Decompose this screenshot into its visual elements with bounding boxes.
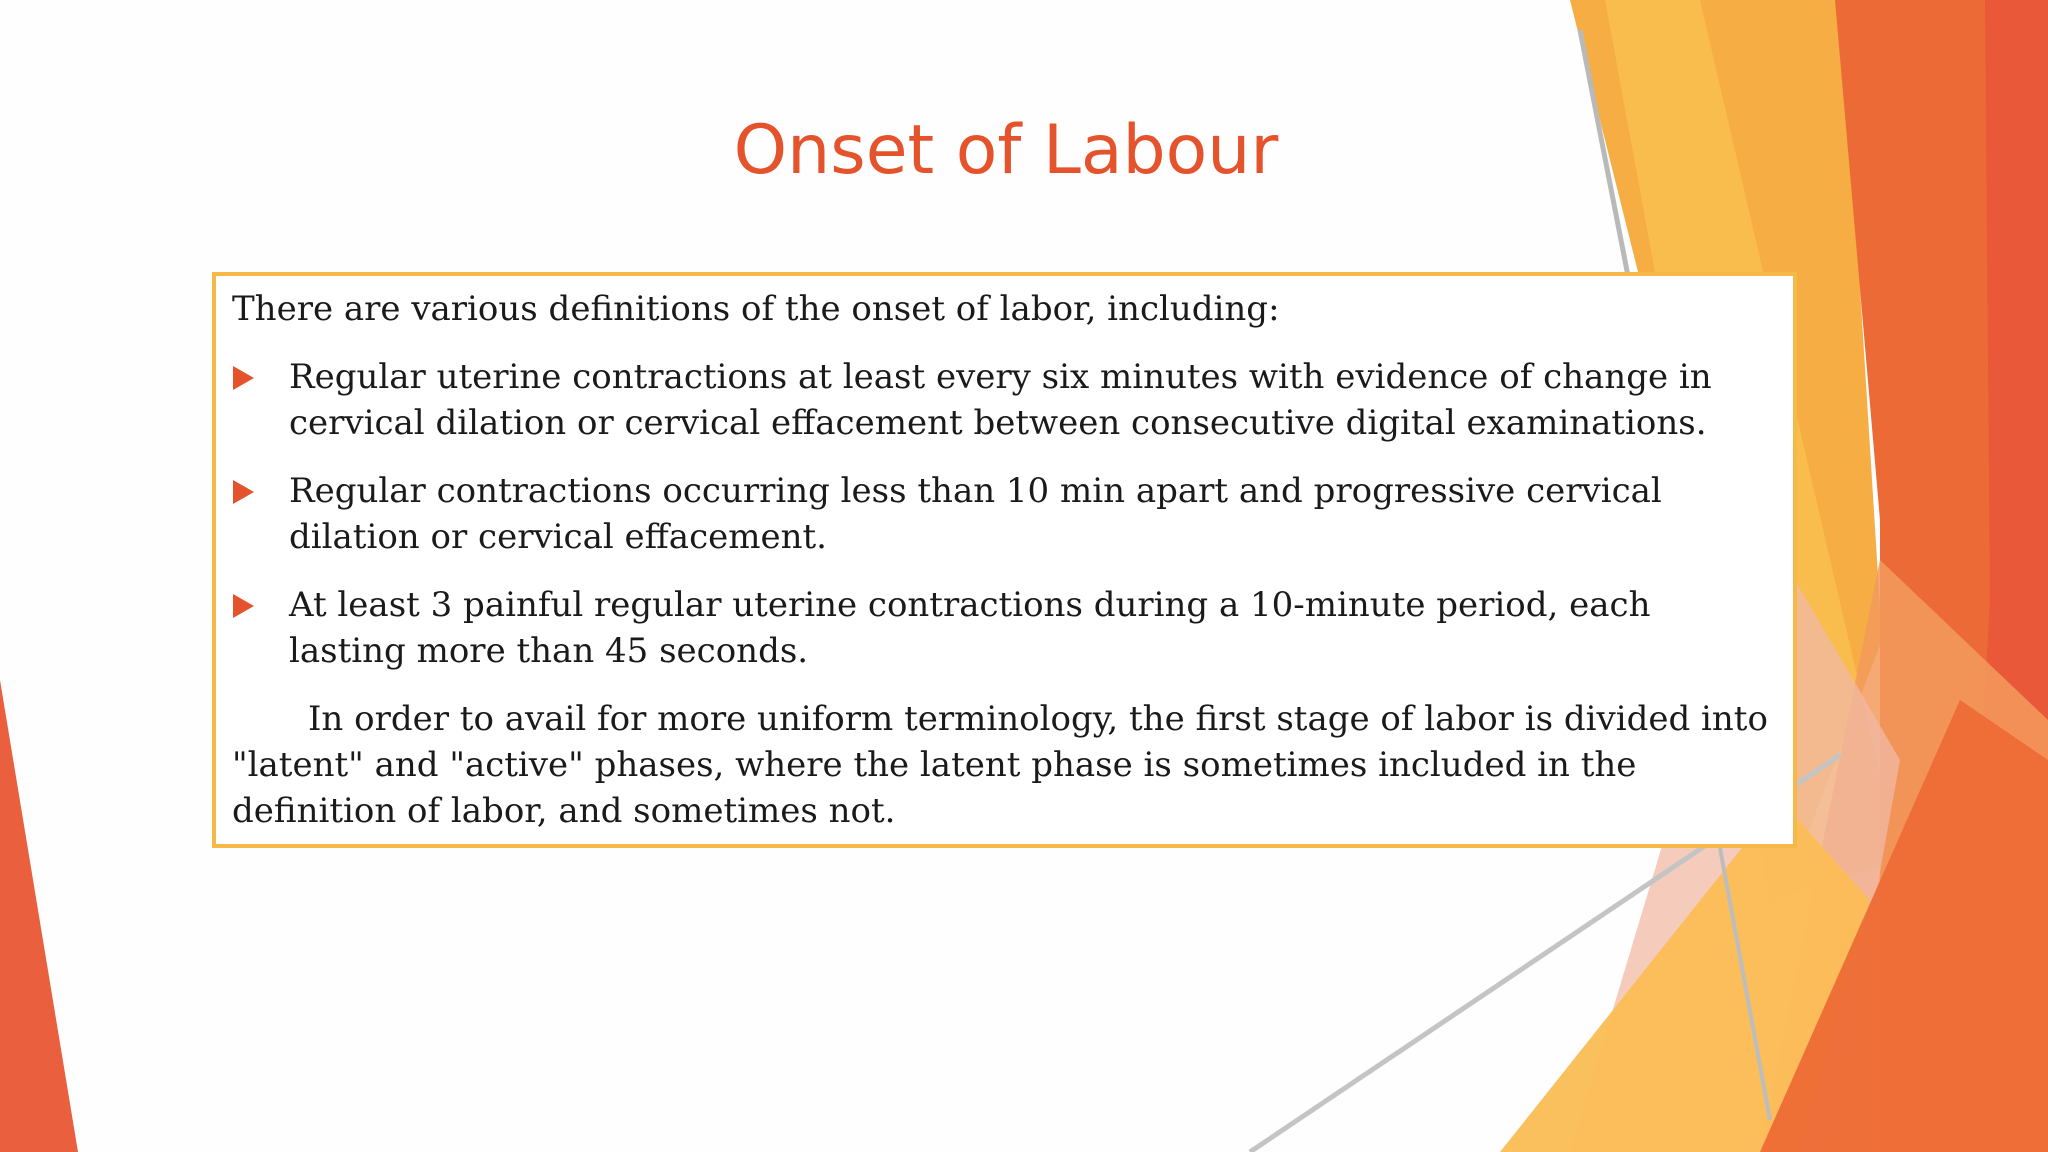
bullet-item — [232, 582, 1775, 674]
slide-title: Onset of Labour — [733, 111, 1279, 190]
bullet-item — [232, 354, 1775, 446]
bullet-text: Regular contractions occurring less than 10 min apart and progressive cervical dilation or cervical effacement. — [289, 471, 1662, 557]
closing-paragraph: In order to avail for more uniform terminology, the first stage of labor is divided into "latent" and "active" phases, where the latent phase is sometimes included in the definition of labor, and sometimes not. — [232, 699, 1768, 831]
bullet-item — [232, 468, 1775, 560]
triangle-right-bullet-icon — [233, 480, 254, 504]
bullet-text: Regular uterine contractions at least every six minutes with evidence of change in cervical dilation or cervical effacement between consecutive digital examinations. — [289, 357, 1712, 443]
content-box — [212, 272, 1797, 848]
intro-text: There are various definitions of the onset of labor, including: — [232, 289, 1280, 329]
bg-left-wedge — [0, 680, 78, 1152]
triangle-right-bullet-icon — [233, 594, 254, 618]
triangle-right-bullet-icon — [233, 366, 254, 390]
bullet-text: At least 3 painful regular uterine contractions during a 10-minute period, each lasting more than 45 seconds. — [289, 585, 1651, 671]
bullet-list — [232, 354, 1775, 674]
